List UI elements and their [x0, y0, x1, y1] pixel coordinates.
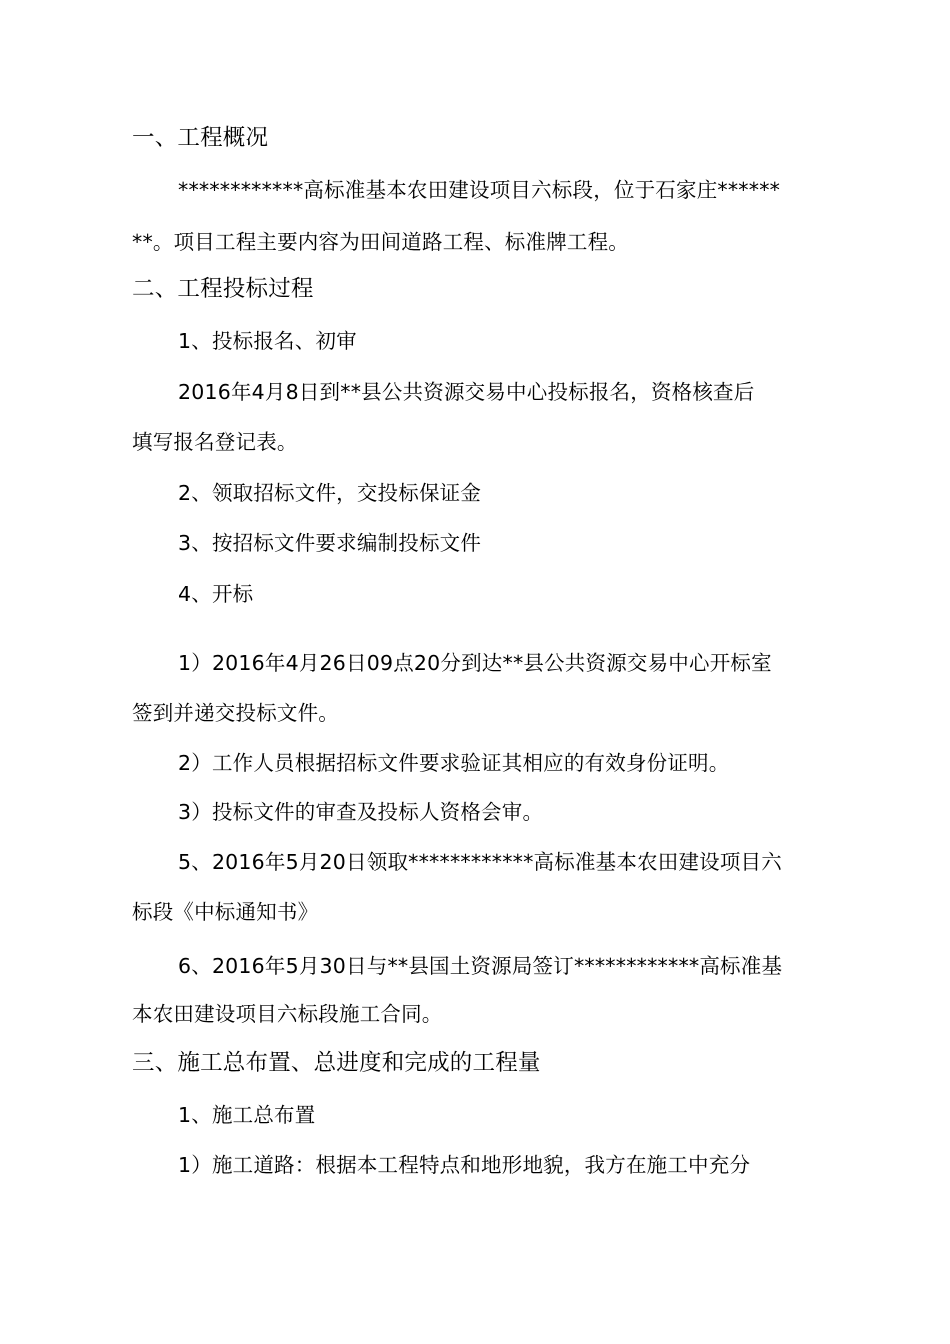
section-heading-3: 三、施工总布置、总进度和完成的工程量 — [132, 1050, 541, 1076]
paragraph-line: 签到并递交投标文件。 — [132, 701, 339, 725]
paragraph-line: 1）2016年4月26日09点20分到达**县公共资源交易中心开标室 — [178, 651, 772, 675]
subheading-line: 4、开标 — [178, 582, 254, 606]
paragraph-line: 3）投标文件的审查及投标人资格会审。 — [178, 800, 544, 824]
paragraph-line: 填写报名登记表。 — [132, 430, 298, 454]
subheading-line: 2、领取招标文件，交投标保证金 — [178, 481, 482, 505]
subheading-line: 1、投标报名、初审 — [178, 329, 357, 353]
paragraph-line: 2016年4月8日到**县公共资源交易中心投标报名，资格核查后 — [178, 380, 755, 404]
section-heading-2: 二、工程投标过程 — [132, 276, 314, 302]
paragraph-line: ************高标准基本农田建设项目六标段，位于石家庄****** — [178, 178, 781, 202]
paragraph-line: **。项目工程主要内容为田间道路工程、标准牌工程。 — [132, 230, 629, 254]
paragraph-line: 2）工作人员根据招标文件要求验证其相应的有效身份证明。 — [178, 751, 730, 775]
paragraph-line: 标段《中标通知书》 — [132, 900, 319, 924]
paragraph-line: 本农田建设项目六标段施工合同。 — [132, 1002, 443, 1026]
paragraph-line: 6、2016年5月30日与**县国土资源局签订************高标准基 — [178, 954, 783, 978]
subheading-line: 3、按招标文件要求编制投标文件 — [178, 531, 482, 555]
paragraph-line: 5、2016年5月20日领取************高标准基本农田建设项目六 — [178, 850, 782, 874]
section-heading-1: 一、工程概况 — [132, 125, 269, 151]
paragraph-line: 1）施工道路：根据本工程特点和地形地貌，我方在施工中充分 — [178, 1153, 751, 1177]
subheading-line: 1、施工总布置 — [178, 1103, 316, 1127]
